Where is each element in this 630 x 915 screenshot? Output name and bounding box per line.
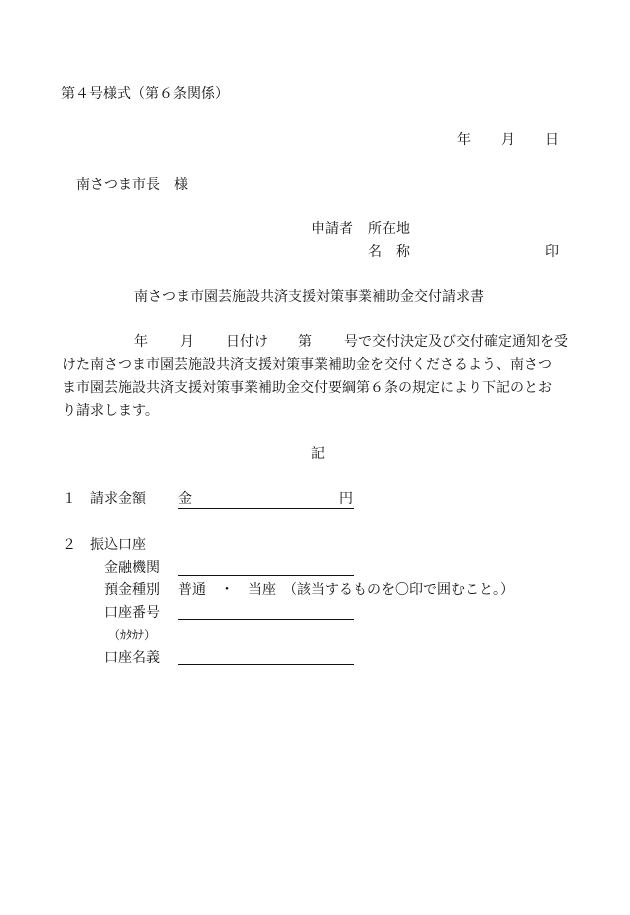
applicant-address-label: 所在地 <box>368 221 410 237</box>
amount-suffix: 円 <box>339 491 353 507</box>
account-name-label: 口座名義 <box>104 650 160 666</box>
notice-dated-label: 日付け <box>226 334 268 350</box>
paragraph-line-2: けた南さつま市園芸施設共済支援対策事業補助金を交付くださるよう、南さつ <box>62 357 552 373</box>
item2-number: ２ <box>62 537 76 553</box>
ki-heading: 記 <box>311 446 325 462</box>
addressee: 南さつま市長 様 <box>76 177 188 193</box>
account-name-field-line[interactable] <box>178 664 354 665</box>
amount-prefix: 金 <box>178 491 192 507</box>
date-month-label: 月 <box>501 132 515 148</box>
amount-underline[interactable] <box>178 508 354 509</box>
document-title: 南さつま市園芸施設共済支援対策事業補助金交付請求書 <box>134 289 484 305</box>
kana-note: （ｶﾀｶﾅ） <box>108 628 157 642</box>
bank-label: 金融機関 <box>104 560 160 576</box>
notice-number-suffix: 号で交付決定及び交付確定通知を受 <box>344 334 568 350</box>
form-number: 第４号様式（第６条関係） <box>61 86 229 102</box>
paragraph-line-1 <box>62 331 578 354</box>
date-day-label: 日 <box>545 132 559 148</box>
notice-number-prefix: 第 <box>298 334 312 350</box>
account-number-label: 口座番号 <box>104 605 160 621</box>
paragraph-line-4: り請求します。 <box>62 403 159 419</box>
item2-label: 振込口座 <box>90 537 146 553</box>
notice-year-label: 年 <box>134 334 148 350</box>
seal-mark: 印 <box>545 244 559 260</box>
date-year-label: 年 <box>457 132 471 148</box>
item1-label: 請求金額 <box>90 491 146 507</box>
account-type-label: 預金種別 <box>104 582 160 598</box>
account-number-field-line[interactable] <box>178 619 354 620</box>
paragraph-line-3: ま市園芸施設共済支援対策事業補助金交付要綱第６条の規定により下記のとお <box>62 380 552 396</box>
item1-number: １ <box>62 491 76 507</box>
account-type-options: 普通 ・ 当座 （該当するものを〇印で囲むこと。） <box>178 582 514 598</box>
notice-month-label: 月 <box>180 334 194 350</box>
applicant-name-label: 名 称 <box>368 244 410 260</box>
applicant-label: 申請者 <box>311 221 353 237</box>
request-paragraph <box>62 331 578 423</box>
bank-field-line[interactable] <box>178 575 354 576</box>
